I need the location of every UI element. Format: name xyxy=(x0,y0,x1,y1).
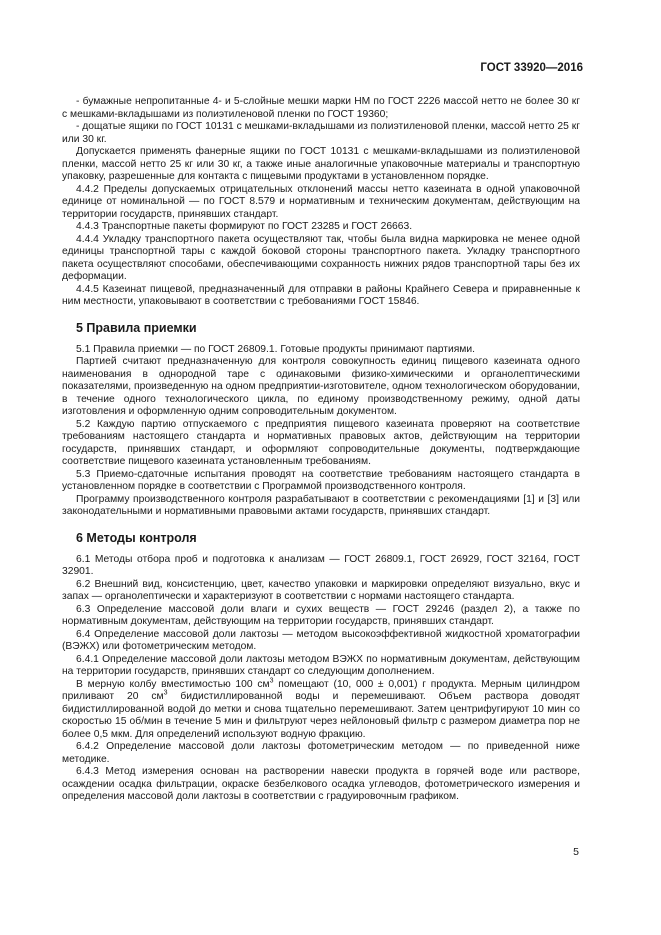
paragraph: 4.4.2 Пределы допускаемых отрицательных отклонений массы нетто казеината в одной упаковочной единице от номинальной — по ГОСТ 8.579 и нормативным и техническим документам, действующим на территории государств, принявших стандарт. xyxy=(62,183,580,220)
paragraph: 4.4.4 Укладку транспортного пакета осуществляют так, чтобы была видна маркировка не менее одной единицы транспортной тары с каждой боковой стороны транспортного пакета. Укладку транспортного пакета осуществляют способами, обеспечивающими сохранность нижних рядов транспортной тары без их деформации. xyxy=(62,233,580,282)
paragraph: 6.2 Внешний вид, консистенцию, цвет, качество упаковки и маркировки определяют визуально, вкус и запах — органолептически и характеризуют в соответствии с нормами настоящего стандарта. xyxy=(62,578,580,602)
paragraph: 6.4.2 Определение массовой доли лактозы фотометрическим методом — по приведенной ниже методике. xyxy=(62,741,580,765)
paragraph: 4.4.5 Казеинат пищевой, предназначенный для отправки в районы Крайнего Севера и приравненные к ним местности, упаковывают в соответствии с требованиями ГОСТ 15846. xyxy=(62,283,580,307)
paragraph: 5.3 Приемо-сдаточные испытания проводят на соответствие требованиям настоящего стандарта в установленном порядке в соответствии с Программой производственного контроля. xyxy=(62,468,580,492)
section-6-title: 6 Методы контроля xyxy=(76,530,197,545)
paragraph: 4.4.3 Транспортные пакеты формируют по ГОСТ 23285 и ГОСТ 26663. xyxy=(76,221,413,232)
spacer xyxy=(62,519,580,531)
paragraph: 6.3 Определение массовой доли влаги и сухих веществ — ГОСТ 29246 (раздел 2), а также по нормативным документам, действующим на территории государств, принявших стандарт. xyxy=(62,603,580,627)
text-run: помещают (10, 000 ± 0,001) г продукта. Мерным цилиндром приливают 20 см xyxy=(62,678,580,702)
text-run: бидистиллированной воды и перемешивают. Объем раствора доводят бидистиллированной водой до метки и снова тщательно перемешивают. Затем центрифугируют 10 мин со скоростью 15 об/мин в течение 5 мин и фильтруют через нейлоновый фильтр с размером диаметра пор не более 0,5 мкм. Для определений используют водную фракцию. xyxy=(62,691,580,740)
superscript: 3 xyxy=(163,689,168,697)
paragraph-flask xyxy=(62,679,580,742)
paragraph: Программу производственного контроля разрабатывают в соответствии с рекомендациями [1] и [3] или законодательными и нормативными правовыми актами государств, принявших стандарт. xyxy=(62,493,580,517)
section-5-title: 5 Правила приемки xyxy=(76,320,197,335)
paragraph: 5.1 Правила приемки — по ГОСТ 26809.1. Готовые продукты принимают партиями. xyxy=(76,343,475,355)
superscript: 3 xyxy=(269,677,274,685)
paragraph: - дощатые ящики по ГОСТ 10131 с мешками-вкладышами из полиэтиленовой пленки, массой нетто 25 кг или 30 кг. xyxy=(62,121,580,145)
paragraph: Партией считают предназначенную для контроля совокупность единиц пищевого казеината одного наименования в однородной таре с одинаковыми физико-химическими и органолептическими показателями, произведенную на одном предприятии-изготовителе, одном технологическом оборудовании, в течение одного технологического цикла, по единому производственному режиму, одной даты изготовления и оформленную одним сопроводительным документом. xyxy=(62,356,580,417)
paragraph: 6.4 Определение массовой доли лактозы — методом высокоэффективной жидкостной хроматографии (ВЭЖХ) или фотометрическим методом. xyxy=(62,628,580,652)
document-id-header: ГОСТ 33920—2016 xyxy=(480,62,583,74)
paragraph: 6.4.3 Метод измерения основан на растворении навески продукта в горячей воде или растворе, осаждении осадка фильтрации, окраске безбелкового осадка углеводов, фотометрического измерения и определения массовой доли лактозы в соответствии с градуировочным графиком. xyxy=(62,766,580,802)
document-body xyxy=(62,96,580,804)
paragraph: 6.1 Методы отбора проб и подготовка к анализам — ГОСТ 26809.1, ГОСТ 26929, ГОСТ 32164, ГОСТ 32901. xyxy=(62,553,580,577)
page-number: 5 xyxy=(573,846,579,858)
paragraph: 6.4.1 Определение массовой доли лактозы методом ВЭЖХ по нормативным документам, действующим на территории государств, принявших стандарт со следующим дополнением. xyxy=(62,653,580,677)
paragraph: Допускается применять фанерные ящики по ГОСТ 10131 с мешками-вкладышами из полиэтиленовой пленки, массой нетто 25 кг или 30 кг, а также иные аналогичные упаковочные материалы и транспортную упаковку, разрешенные для контакта с пищевыми продуктами в установленном порядке. xyxy=(62,146,580,182)
text-run: В мерную колбу вместимостью 100 см xyxy=(76,678,270,690)
paragraph: - бумажные непропитанные 4- и 5-слойные мешки марки НМ по ГОСТ 2226 массой нетто не более 30 кг с мешками-вкладышами из полиэтиленовой пленки по ГОСТ 19360; xyxy=(62,96,580,120)
paragraph: 5.2 Каждую партию отпускаемого с предприятия пищевого казеината проверяют на соответствие требованиям настоящего стандарта и нормативных правовых актов, действующим на территории государств, принявших стандарт, и оформляют сопроводительные документы, подтверждающие соответствие пищевого казеината установленным требованиям. xyxy=(62,418,580,467)
spacer xyxy=(62,309,580,321)
